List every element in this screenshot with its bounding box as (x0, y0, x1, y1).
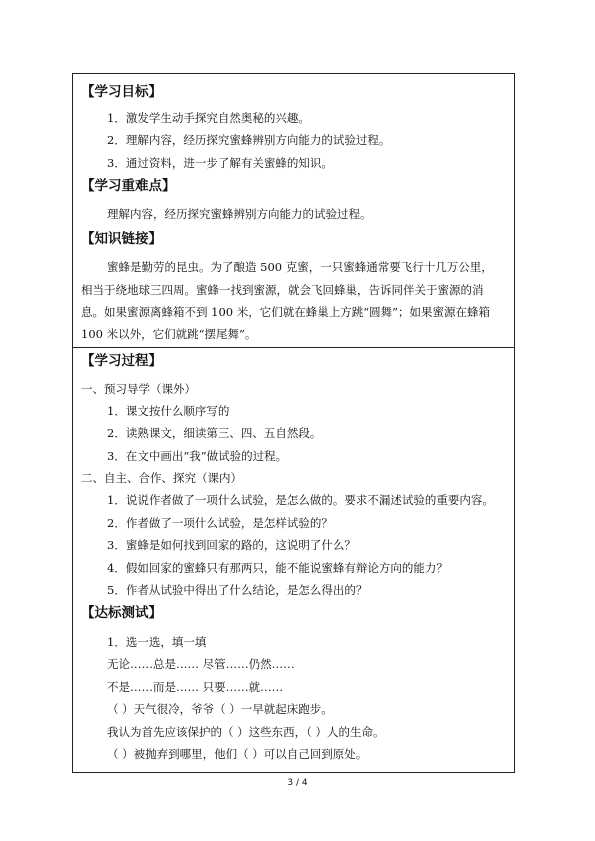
knowledge-line: 相当于绕地球三四周。蜜蜂一找到蜜源，就会飞回蜂巢，告诉同伴关于蜜源的消 (81, 283, 484, 297)
assessment-line: 无论……总是…… 尽管……仍然…… (107, 657, 295, 671)
explore-item: 3．蜜蜂是如何找到回家的路的，这说明了什么？ (107, 538, 356, 552)
knowledge-line: 息。如果蜜源离蜂箱不到 100 米，它们就在蜂巢上方跳“圆舞”；如果蜜源在蜂箱 (81, 305, 491, 319)
heading-learning-process: 【学习过程】 (81, 353, 162, 369)
assessment-line: （ ）天气很冷，爷爷（ ）一早就起床跑步。 (107, 702, 333, 716)
explore-item: 4．假如回家的蜜蜂只有那两只，能不能说蜜蜂有辩论方向的能力？ (107, 561, 448, 575)
heading-assessment: 【达标测试】 (81, 605, 162, 621)
assessment-line: 我认为首先应该保护的（ ）这些东西，（ ）人的生命。 (107, 725, 385, 739)
preview-item: 3．在文中画出“我”做试验的过程。 (107, 449, 288, 463)
goal-item: 1．激发学生动手探究自然奥秘的兴趣。 (107, 111, 310, 125)
goal-item: 2．理解内容，经历探究蜜蜂辨别方向能力的试验过程。 (107, 133, 391, 147)
explore-title: 二、自主、合作、探究（课内） (81, 471, 242, 485)
preview-item: 2．读熟课文，细读第三、四、五自然段。 (107, 426, 322, 440)
goal-item: 3．通过资料，进一步了解有关蜜蜂的知识。 (107, 156, 333, 170)
key-points-text: 理解内容，经历探究蜜蜂辨别方向能力的试验过程。 (107, 207, 372, 221)
assessment-line: （ ）被抛弃到哪里，他们（ ）可以自己回到原处。 (107, 747, 368, 761)
content-table (72, 73, 515, 773)
assessment-question-title: 1．选一选，填一填 (107, 635, 207, 649)
heading-knowledge-link: 【知识链接】 (81, 231, 162, 247)
preview-item: 1．课文按什么顺序写的 (107, 404, 230, 418)
knowledge-line: 蜜蜂是勤劳的昆虫。为了酿造 500 克蜜，一只蜜蜂通常要飞行十几万公里， (107, 260, 493, 274)
heading-key-points: 【学习重难点】 (81, 178, 176, 194)
page-number: 3 / 4 (287, 778, 308, 788)
knowledge-line: 100 米以外，它们就跳“摆尾舞”。 (81, 327, 257, 341)
assessment-line: 不是……而是…… 只要……就…… (107, 680, 284, 694)
explore-item: 5．作者从试验中得出了什么结论，是怎么得出的？ (107, 583, 368, 597)
heading-learning-goals: 【学习目标】 (81, 84, 162, 100)
preview-title: 一、预习导学（课外） (81, 382, 196, 396)
explore-item: 2．作者做了一项什么试验，是怎样试验的？ (107, 516, 333, 530)
explore-item: 1．说说作者做了一项什么试验，是怎么做的。要求不漏述试验的重要内容。 (107, 493, 494, 507)
table-row-divider (73, 347, 514, 348)
